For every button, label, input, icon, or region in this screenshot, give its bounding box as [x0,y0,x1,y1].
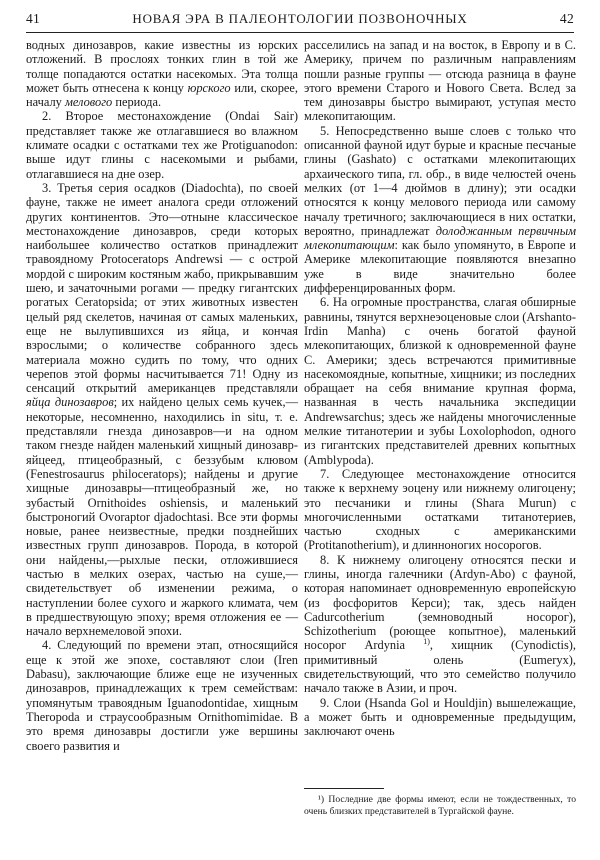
text-run: периода. [112,95,162,110]
running-header [26,8,574,30]
paragraph-4-continued: расселились на запад и на восток, в Европу и в С. Америку, причем по различным направлениям пошли разные группы — отсюда разница в фауне этого времени Старого и Нового Света. Вслед за тем динозавры быстро вымирают, уступая место млекопитающим. [304,38,576,124]
italic-term: яйца динозавров [26,395,114,410]
text-run: 5. Непосредственно выше слоев с только что описанной фауной идут бурые и красные песчаные глины (Gashato) с остатками млекопитающих архаического типа, гл. обр., в виде челюстей очень мелких (от 1—4 дюймов в длину); эти осадки относятся к концу мелового периода или самому началу третичного; заключающиеся в них остатки, вероятно, принадлежат [304,123,576,238]
text-run: ; их найдено целых семь кучек,—некоторые, несомненно, находились in situ, т. е. представляли гнезда динозавров—и на одном таком гнезде найден маленький хищный динозавр-яйцеед, птицеобразный, с беззубым клювом (Fenestrosaurus philoceratops); найдены и другие хищные динозавры—птицеобразный же, но зубастый Ornithoides oshiensis, и маленький быстроногий Ovoraptor djadochtasi. Все эти формы новые, ранее неизвестные, предки позднейших известных групп динозавров. Порода, в которой они найдены,—рыхлые пески, отложившиеся частью в мелких озерах, частью на суше,—свидетельствует об изменении режима, о наступлении более сухого и жаркого климата, чем в предшествующую эпоху; время отложения ее — начало верхнемеловой эпохи. [26,395,298,639]
paragraph-2: 2. Второе местонахождение (Ondai Sair) представляет также же отлагавшиеся во влажном климате осадки с остатками тех же Protiguanodon: выше идут глины с насекомыми и рыбами, отлагавшиеся на дне озер. [26,109,298,181]
paragraph-9: 9. Слои (Hsanda Gol и Houldjin) вышележащие, а может быть и одновременные предыдущим, заключают очень [304,695,576,739]
footnote: ¹) Последние две формы имеют, если не тождественных, то очень близких представителей в Тургайской фауне. [304,794,576,817]
text-run: водных динозавров, какие известны из юрских отложений. В прослоях тонких глин в той же толще попадаются остатки насекомых. Эта толща может быть отнесена к концу [26,38,298,95]
italic-term: мелового [64,95,113,110]
footnote-rule [304,788,384,789]
left-page-number: 41 [26,11,41,26]
text-run: : как было упомянуто, в Европе и Америке млекопитающие появляются внезапно уже в виде значительно более дифференцированных форм. [304,238,576,296]
italic-term: юрского [187,80,231,95]
footnote-marker: 1) [423,637,430,647]
paragraph-7: 7. Следующее местонахождение относится также к верхнему эоцену или нижнему олигоцену; это песчаники и глины (Shara Murun) с многочисленными остатками титанотериев, частью сходных с американскими (Protitanotherium), и длинноногих носорогов. [304,466,576,553]
right-page-number: 42 [559,11,574,26]
text-run: 3. Третья серия осадков (Diadochta), по своей фауне, также не имеет аналога среди отложений других континентов. Это—отныне классическое местонахождение динозавров, среди которых наибольшее количество остатков принадлежит травоядному Protoceratops Andrewsi — с острой мордой с широким костяным жабо, прикрывавшим шею, и зачаточными рогами — предку гигантских рогатых Ceratopsida; от этих животных известен целый ряд скелетов, начиная от самых маленьких, еще не вылупившихся из яйца, и кончая взрослыми; о количестве собранного здесь материала можно судить по тому, что одних черепов этой формы насчитывается 71! Одну из сенсаций открытий американцев представляли [26,180,298,396]
paragraph-1 [26,38,298,109]
text-run: или, скорее, началу [26,80,298,110]
paragraph-4: 4. Следующий по времени этап, относящийся еще к этой же эпохе, составляют слои (Iren Dabasu), заключающие ближе еще не изученных динозавров, принадлежащих к трем семействам: упомянутым травоядным Iguanodontidae, хищным Theropoda и страусообразным Ornithomimidae. В это время динозавры достигли уже вершины своего развития и [26,638,298,753]
text-run: 8. К нижнему олигоцену относятся пески и глины, иногда галечники (Ardyn-Abo) с фауной, которая напоминает одновременную европейскую (из фосфоритов Керси); так, здесь найден Cadurcotherium (земноводный носорог), Schizotherium (роющее копытное), маленький носорог Ardynia [304,552,576,653]
header-rule [26,32,574,33]
left-column [26,38,298,753]
paragraph-6: 6. На огромные пространства, слагая обширные равнины, тянутся верхнеэоценовые слои (Arshanto-Irdin Manha) с очень богатой фауной млекопитающих, близкой к одновременной фауне С. Америки; здесь встречаются примитивные насекомоядные, копытные, хищники; из последних обращает на себя внимание крупная форма, названная в честь начальника экспедиции Andrewsarchus; здесь же найдены многочисленные мелкие титанотерии и зубы Loxolophodon, одного из гигантских представителей древних копытных (Amblypoda). [304,295,576,467]
paragraph-8 [304,553,576,696]
paragraph-3 [26,181,298,639]
text-run: , хищник (Cynodictis), примитивный олень (Eumeryx), свидетельствующий, что это семейство получило начало также в Азии, и проч. [304,638,576,696]
paragraph-5 [304,124,576,296]
italic-term: долоджанным первичным млекопитающим [304,223,576,253]
right-column [304,38,576,739]
running-title: НОВАЯ ЭРА В ПАЛЕОНТОЛОГИИ ПОЗВОНОЧНЫХ [132,11,468,26]
